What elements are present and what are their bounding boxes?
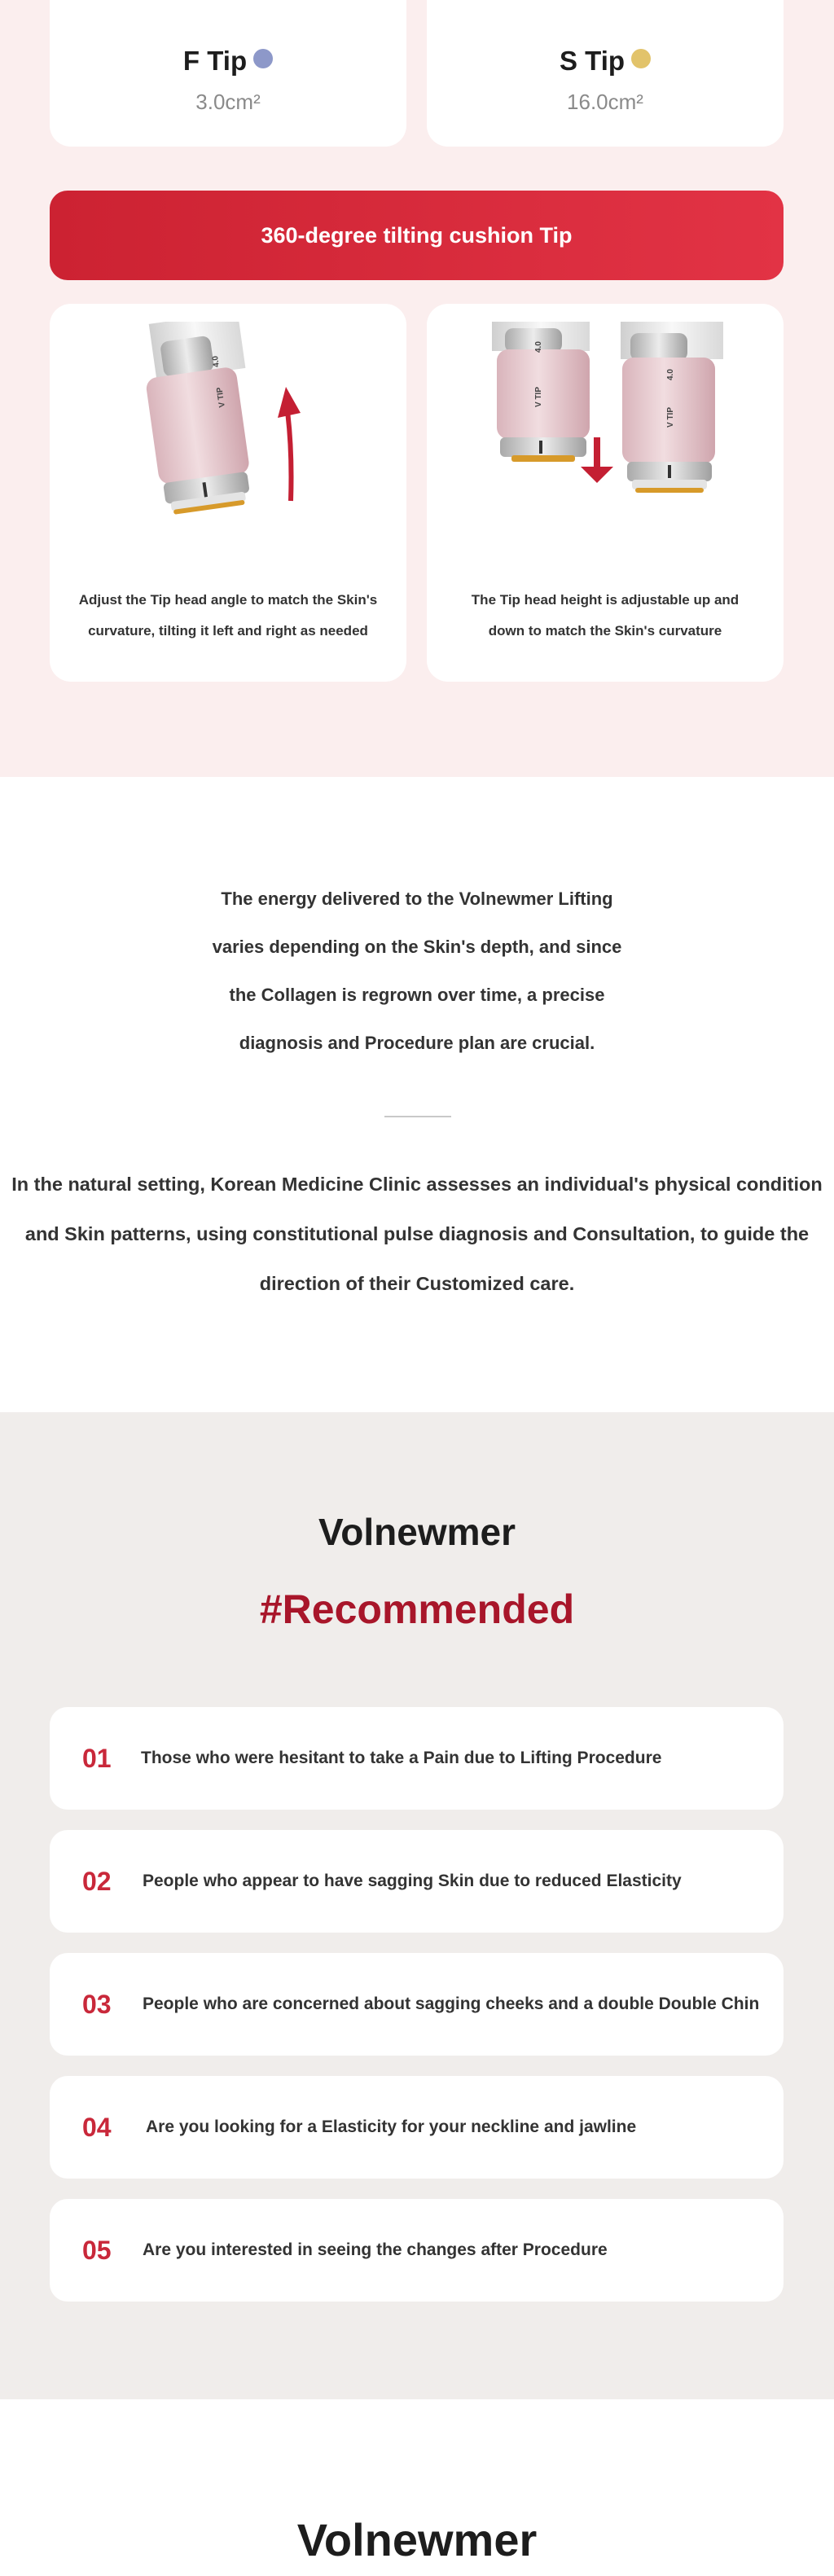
item-number: 01 <box>82 1744 112 1773</box>
bottom-section <box>0 2399 834 2576</box>
tilt-device-value: 4.0 <box>211 355 222 368</box>
item-number: 04 <box>82 2113 112 2142</box>
s-tip-card <box>427 0 784 147</box>
f-tip-card <box>50 0 406 147</box>
tilt-arrow-icon <box>278 387 301 501</box>
item-text: People who are concerned about sagging cheeks and a double Double Chin <box>143 1995 760 2013</box>
height-device-value-1: 4.0 <box>534 341 543 353</box>
recommended-title: Volnewmer <box>318 1511 516 1553</box>
item-text: Are you interested in seeing the changes after Procedure <box>143 2240 608 2259</box>
s-tip-color-dot <box>631 49 651 68</box>
height-feature-caption: The Tip head height is adjustable up and down to match the Skin's curvature <box>471 592 740 639</box>
energy-section <box>0 777 834 1412</box>
f-tip-name: F Tip <box>50 46 406 77</box>
height-feature-card <box>427 304 784 682</box>
f-tip-color-dot <box>253 49 273 68</box>
tilt-feature-card <box>50 304 406 682</box>
s-tip-area: 16.0cm² <box>567 90 643 114</box>
f-tip-area: 3.0cm² <box>195 90 261 114</box>
height-device-label-1: V TIP <box>534 386 543 407</box>
tilt-feature-caption: Adjust the Tip head angle to match the Skin's curvature, tilting it left and right as needed <box>78 592 378 639</box>
energy-paragraph: The energy delivered to the Volnewmer Lifting varies depending on the Skin's depth, and since the Collagen is regrown over time, a precise diagnosis and Procedure plan are crucial. <box>212 889 622 1053</box>
item-text: Those who were hesitant to take a Pain due to Lifting Procedure <box>141 1749 662 1767</box>
clinic-paragraph: In the natural setting, Korean Medicine Clinic assesses an individual's physical condition and Skin patterns, using constitutional pulse diagnosis and Consultation, to guide the direction of their Customized care. <box>11 1174 823 1294</box>
item-text: Are you looking for a Elasticity for your neckline and jawline <box>146 2117 637 2136</box>
divider <box>384 1116 451 1117</box>
s-tip-name: S Tip <box>427 46 784 77</box>
list-item <box>50 1953 784 2056</box>
height-device-value-2: 4.0 <box>666 369 675 380</box>
item-number: 02 <box>82 1867 112 1896</box>
list-item <box>50 1707 784 1810</box>
recommended-subtitle: #Recommended <box>259 1586 575 1632</box>
list-item <box>50 2199 784 2302</box>
item-number: 03 <box>82 1990 112 2019</box>
bottom-title: Volnewmer <box>296 2514 538 2565</box>
tilt-device-image <box>50 322 406 517</box>
recommended-section <box>0 1412 834 2399</box>
height-device-label-2: V TIP <box>666 406 675 428</box>
item-text: People who appear to have sagging Skin due to reduced Elasticity <box>143 1872 682 1890</box>
tilting-banner <box>50 191 784 280</box>
item-number: 05 <box>82 2236 112 2265</box>
tilt-device-label: V TIP <box>215 386 227 409</box>
banner-text: 360-degree tilting cushion Tip <box>261 223 573 248</box>
height-device-image <box>427 322 784 517</box>
list-item <box>50 1830 784 1933</box>
list-item <box>50 2076 784 2179</box>
tip-section <box>0 0 834 777</box>
